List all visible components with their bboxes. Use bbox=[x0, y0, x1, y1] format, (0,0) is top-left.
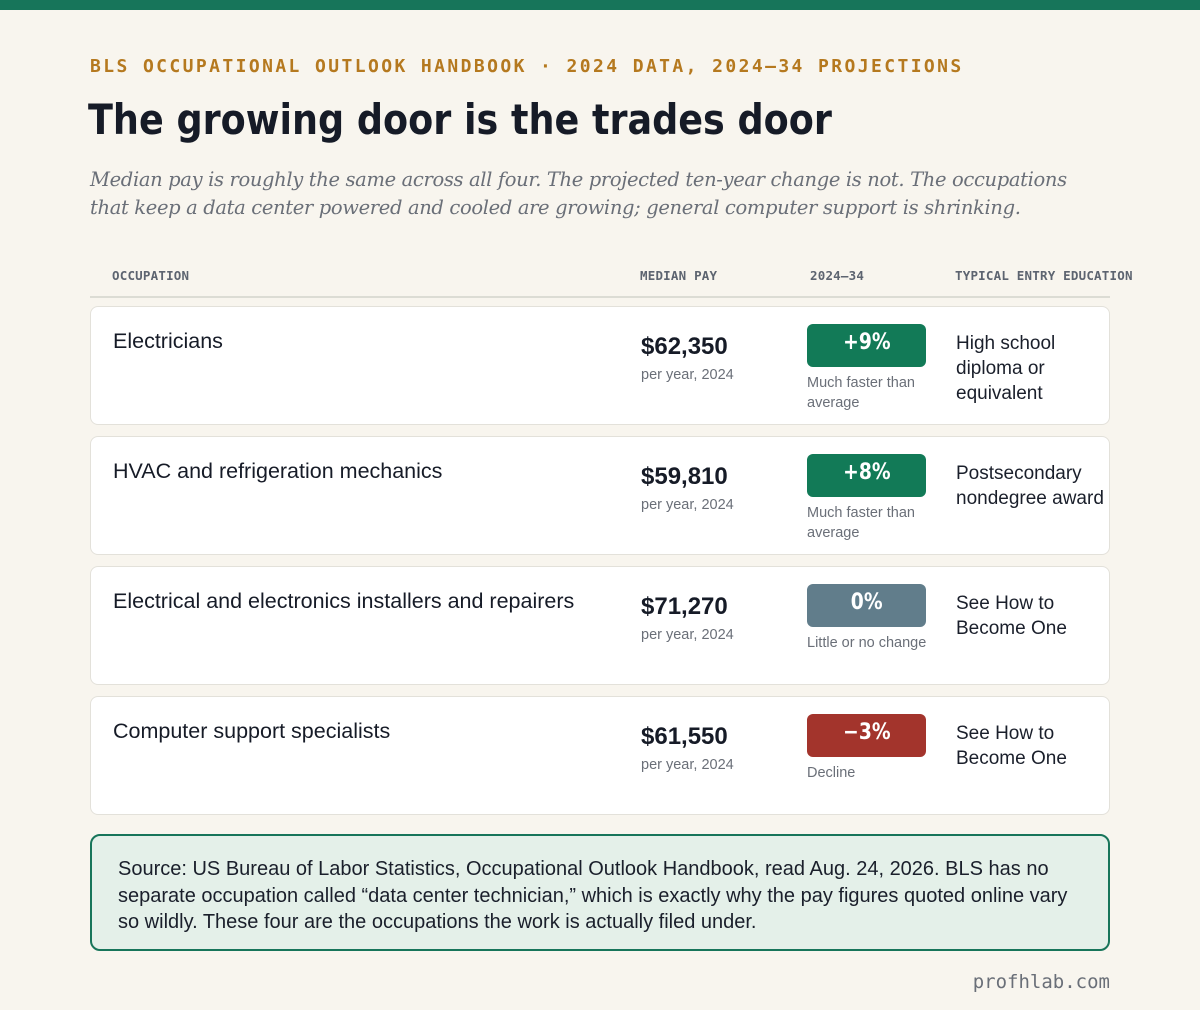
median-pay: $71,270 bbox=[641, 593, 728, 620]
median-pay: $62,350 bbox=[641, 333, 728, 360]
change-value: +9% bbox=[842, 330, 891, 355]
kicker: BLS OCCUPATIONAL OUTLOOK HANDBOOK · 2024 DATA, 2024–34 PROJECTIONS bbox=[90, 56, 964, 77]
table-row bbox=[90, 696, 1110, 815]
outlook-label: Much faster than average bbox=[807, 375, 915, 411]
entry-education: See How to Become One bbox=[956, 593, 1067, 639]
median-pay: $61,550 bbox=[641, 723, 728, 750]
pay-note: per year, 2024 bbox=[641, 627, 734, 643]
pay-note: per year, 2024 bbox=[641, 367, 734, 383]
table-row bbox=[90, 306, 1110, 425]
change-value: +8% bbox=[842, 460, 891, 485]
site-credit: profhlab.com bbox=[972, 971, 1110, 993]
occupation-name: Computer support specialists bbox=[113, 719, 391, 743]
median-pay: $59,810 bbox=[641, 463, 728, 490]
pay-note: per year, 2024 bbox=[641, 497, 734, 513]
column-header-change: 2024–34 bbox=[810, 268, 865, 283]
table-row bbox=[90, 436, 1110, 555]
header-divider bbox=[90, 296, 1110, 298]
source-note: Source: US Bureau of Labor Statistics, Occupational Outlook Handbook, read Aug. 24, 2026. BLS has no separate occupation called “data center technician,” which is exactly why the pay figures quoted online vary so wildly. These four are the occupations the work is actually filed under. bbox=[90, 834, 1110, 951]
top-accent-bar bbox=[0, 0, 1200, 10]
entry-education: Postsecondary nondegree award bbox=[956, 463, 1104, 509]
entry-education: High school diploma or equivalent bbox=[956, 333, 1056, 404]
change-badge bbox=[807, 324, 926, 367]
outlook-label: Little or no change bbox=[807, 635, 927, 651]
page-title: The growing door is the trades door bbox=[88, 95, 832, 144]
outlook-label: Much faster than average bbox=[807, 505, 915, 541]
occupation-name: Electrical and electronics installers and repairers bbox=[113, 589, 575, 613]
change-value: 0% bbox=[850, 590, 883, 615]
subtitle: Median pay is roughly the same across all four. The projected ten-year change is not. The occupations that keep a data center powered and cooled are growing; general computer support is shrinking. bbox=[90, 168, 1067, 219]
occupation-name: HVAC and refrigeration mechanics bbox=[113, 459, 443, 483]
column-header-education: TYPICAL ENTRY EDUCATION bbox=[955, 268, 1133, 283]
occupation-name: Electricians bbox=[113, 329, 223, 353]
change-badge bbox=[807, 584, 926, 627]
column-header-median-pay: MEDIAN PAY bbox=[640, 268, 718, 283]
outlook-label: Decline bbox=[807, 765, 856, 781]
entry-education: See How to Become One bbox=[956, 723, 1067, 769]
column-header-occupation: OCCUPATION bbox=[112, 268, 190, 283]
change-value: −3% bbox=[842, 720, 891, 745]
change-badge bbox=[807, 454, 926, 497]
change-badge bbox=[807, 714, 926, 757]
pay-note: per year, 2024 bbox=[641, 757, 734, 773]
table-row bbox=[90, 566, 1110, 685]
